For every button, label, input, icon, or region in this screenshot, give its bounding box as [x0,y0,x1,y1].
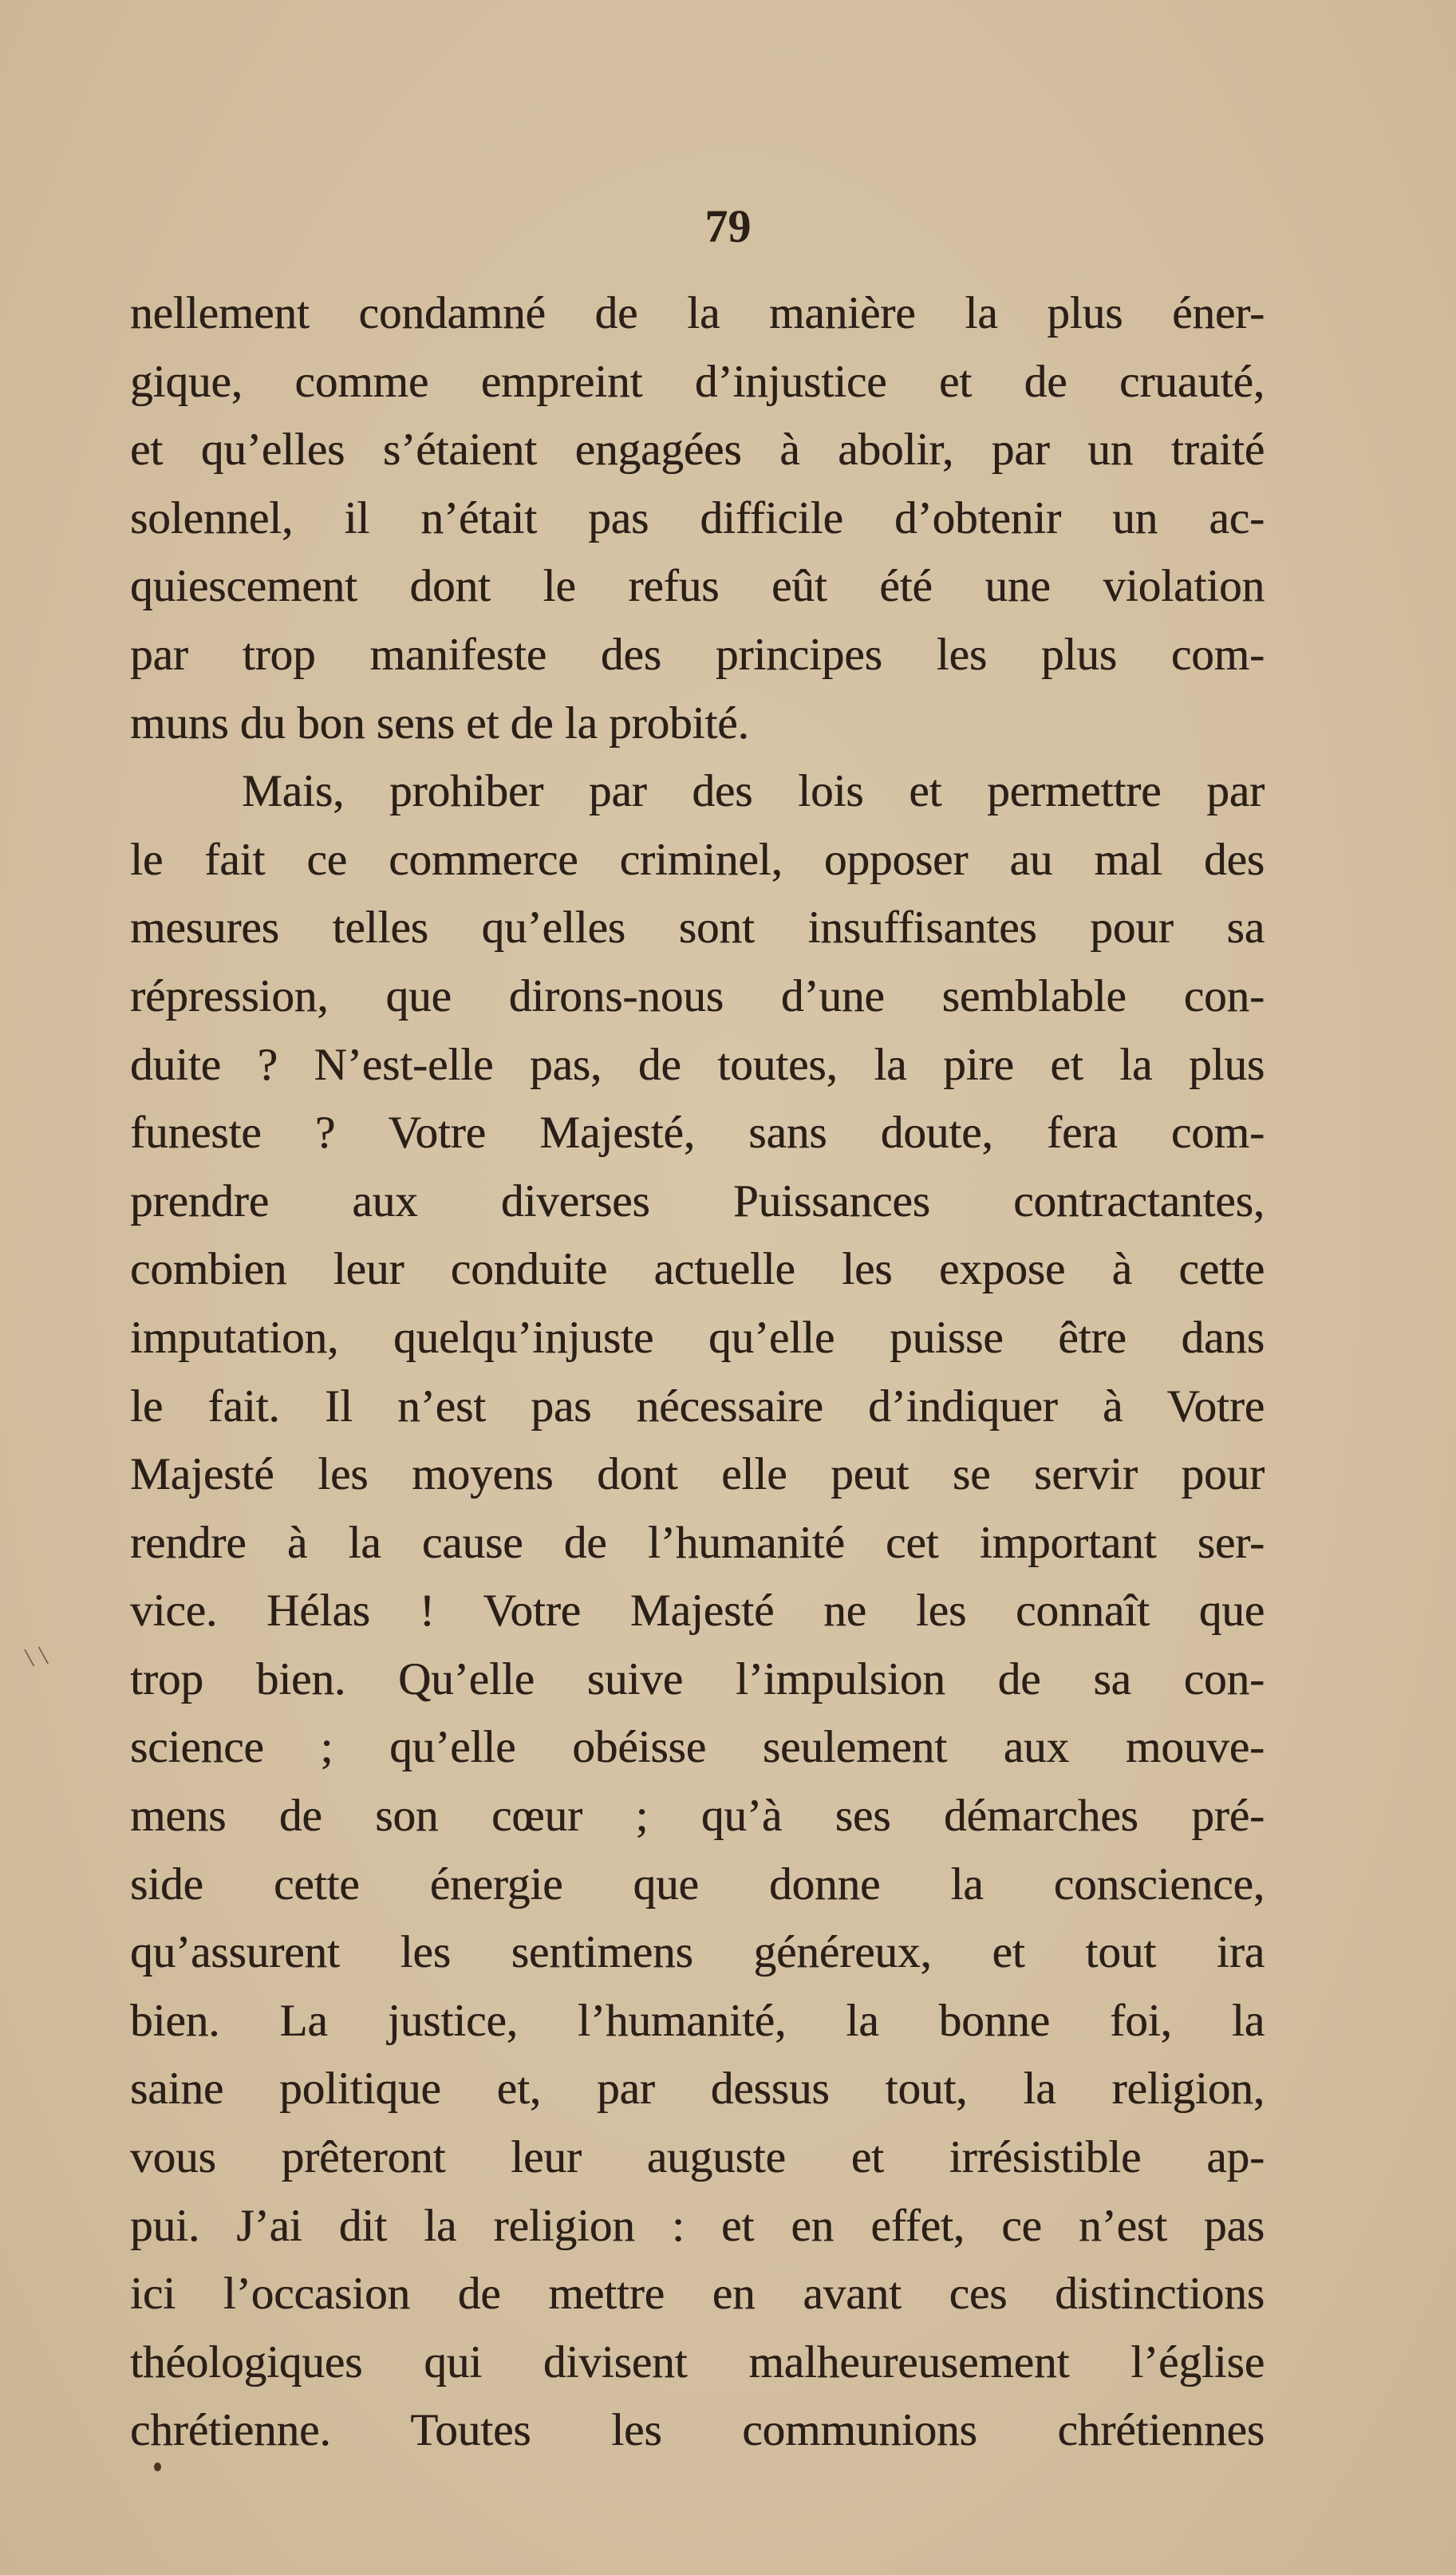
text-line: théologiques qui divisent malheureusement l’église [130,2336,1265,2387]
page-number: 79 [704,200,752,252]
margin-mark: \ \ [22,1640,50,1674]
paragraph-start-line: Mais, prohiber par des lois et permettre par [242,766,1265,817]
text-line: par trop manifeste des principes les plus com- [130,629,1265,680]
text-line: muns du bon sens et de la probité. [130,697,749,748]
text-line: quiescement dont le refus eût été une violation [130,561,1265,612]
text-line: combien leur conduite actuelle les expose à cette [130,1244,1265,1295]
text-line: et qu’elles s’étaient engagées à abolir, par un traité [130,425,1265,476]
text-line: qu’assurent les sentimens généreux, et tout ira [130,1927,1265,1978]
text-line: chrétienne. Toutes les communions chrétiennes [130,2405,1265,2456]
text-line: funeste ? Votre Majesté, sans doute, fera com- [130,1108,1265,1159]
text-line: vice. Hélas ! Votre Majesté ne les connaît que [130,1586,1265,1637]
text-line: side cette énergie que donne la conscience, [130,1858,1265,1910]
text-line: duite ? N’est-elle pas, de toutes, la pire et la plus [130,1039,1265,1090]
text-line: nellement condamné de la manière la plus éner- [130,288,1265,338]
text-line: prendre aux diverses Puissances contractantes, [130,1175,1265,1226]
text-line: le fait. Il n’est pas nécessaire d’indiquer à Votre [130,1380,1265,1432]
text-line: le fait ce commerce criminel, opposer au mal des [130,834,1265,885]
text-line: vous prêteront leur auguste et irrésistible ap- [130,2132,1265,2183]
text-line: Majesté les moyens dont elle peut se servir pour [130,1449,1265,1500]
text-line: bien. La justice, l’humanité, la bonne foi, la [130,1995,1265,2046]
text-line: répression, que dirons-nous d’une semblable con- [130,970,1265,1021]
text-line: imputation, quelqu’injuste qu’elle puisse être dans [130,1312,1265,1363]
body-text [130,279,1265,2465]
text-line: saine politique et, par dessus tout, la religion, [130,2064,1265,2115]
text-line: solennel, il n’était pas difficile d’obtenir un ac- [130,492,1265,543]
text-line: ici l’occasion de mettre en avant ces distinctions [130,2269,1265,2320]
ink-speck [154,2462,161,2471]
text-line: gique, comme empreint d’injustice et de cruauté, [130,356,1265,407]
text-line: rendre à la cause de l’humanité cet important ser- [130,1517,1265,1568]
text-line: science ; qu’elle obéisse seulement aux mouve- [130,1722,1265,1773]
text-line: mesures telles qu’elles sont insuffisantes pour sa [130,902,1265,954]
text-line: pui. J’ai dit la religion : et en effet, ce n’est pas [130,2200,1265,2251]
text-line: trop bien. Qu’elle suive l’impulsion de sa con- [130,1653,1265,1704]
text-line: mens de son cœur ; qu’à ses démarches pré- [130,1791,1265,1842]
